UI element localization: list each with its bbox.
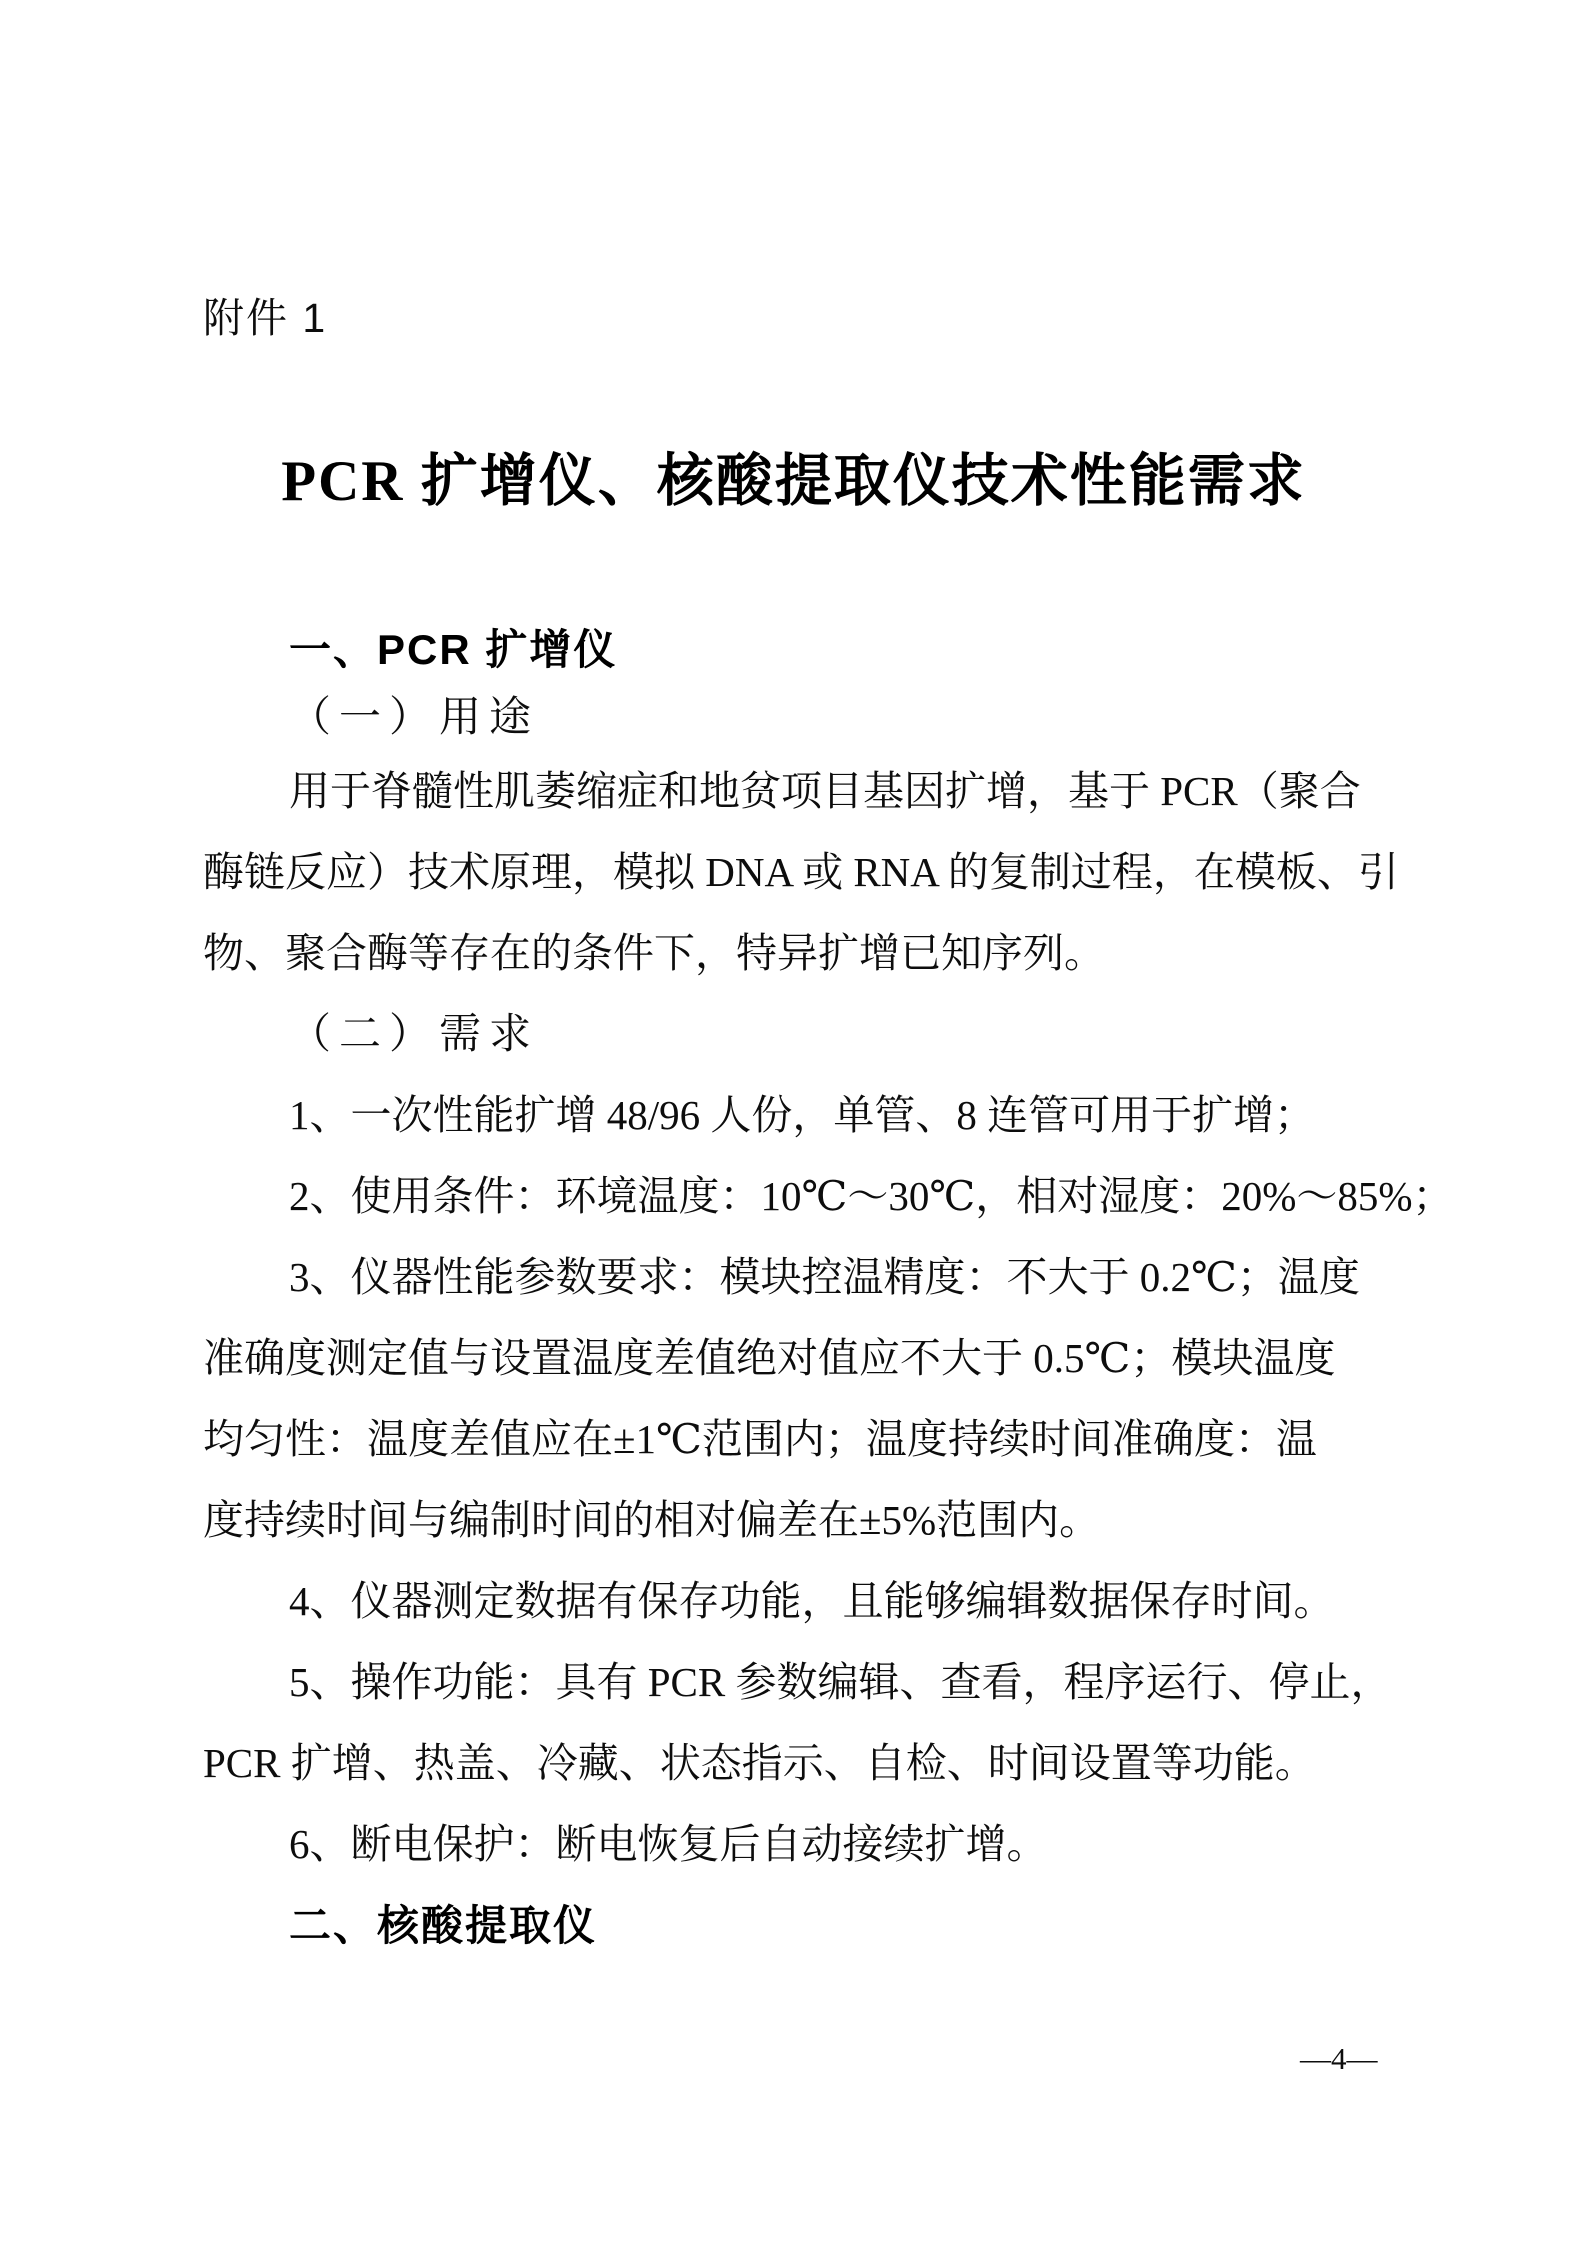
section-heading-nucleic-acid-extractor: 二、核酸提取仪 — [289, 1902, 598, 1949]
subheading-requirements: （二）需求 — [289, 1012, 540, 1058]
body-line-req-3c: 均匀性：温度差值应在±1℃范围内；温度持续时间准确度：温 — [203, 1416, 1317, 1462]
body-line-req-3a: 3、仪器性能参数要求：模块控温精度：不大于 0.2℃；温度 — [289, 1254, 1360, 1300]
body-line-req-5b: PCR 扩增、热盖、冷藏、状态指示、自检、时间设置等功能。 — [203, 1740, 1316, 1786]
section-heading-pcr-amplifier: 一、PCR 扩增仪 — [289, 626, 618, 673]
subheading-purpose: （一）用途 — [289, 695, 540, 741]
page-number: —4— — [1300, 2041, 1378, 2076]
body-line-purpose-1: 用于脊髓性肌萎缩症和地贫项目基因扩增，基于 PCR（聚合 — [289, 768, 1361, 814]
body-line-req-3d: 度持续时间与编制时间的相对偏差在±5%范围内。 — [203, 1497, 1101, 1543]
body-line-req-5a: 5、操作功能：具有 PCR 参数编辑、查看，程序运行、停止， — [289, 1659, 1392, 1705]
body-line-purpose-2: 酶链反应）技术原理，模拟 DNA 或 RNA 的复制过程，在模板、引 — [203, 849, 1399, 895]
attachment-label: 附件 1 — [203, 295, 328, 341]
body-line-purpose-3: 物、聚合酶等存在的条件下，特异扩增已知序列。 — [203, 930, 1105, 976]
document-title: PCR 扩增仪、核酸提取仪技术性能需求 — [281, 450, 1306, 513]
body-line-req-2: 2、使用条件：环境温度：10℃～30℃，相对湿度：20%～85%； — [289, 1173, 1454, 1219]
body-line-req-3b: 准确度测定值与设置温度差值绝对值应不大于 0.5℃；模块温度 — [203, 1335, 1336, 1381]
body-line-req-1: 1、一次性能扩增 48/96 人份，单管、8 连管可用于扩增； — [289, 1092, 1316, 1138]
body-line-req-6: 6、断电保护：断电恢复后自动接续扩增。 — [289, 1821, 1048, 1867]
body-line-req-4: 4、仪器测定数据有保存功能，且能够编辑数据保存时间。 — [289, 1578, 1335, 1624]
